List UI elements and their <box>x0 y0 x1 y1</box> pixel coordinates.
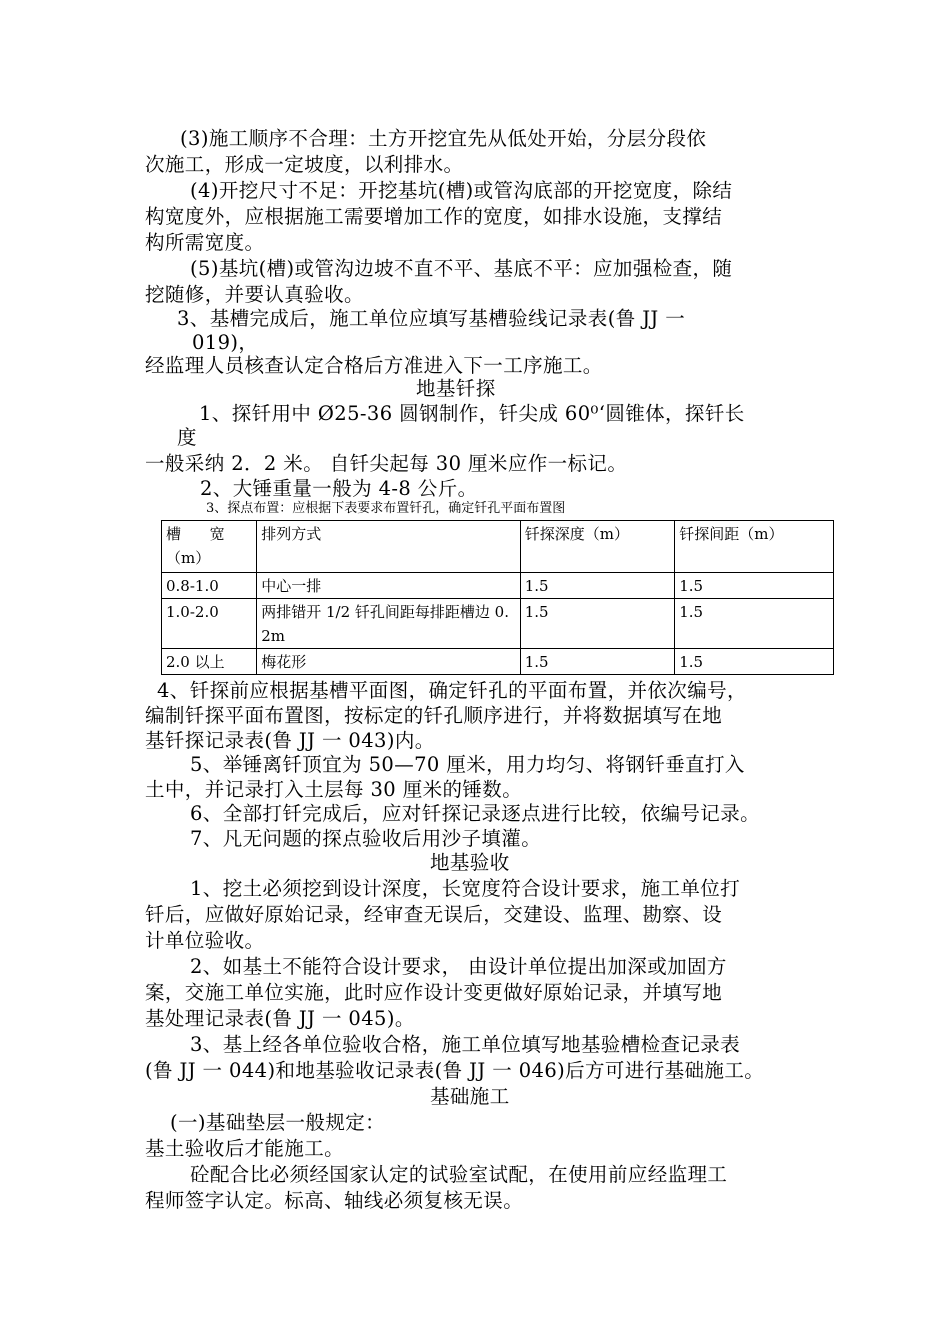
paragraph-line: 基处理记录表(鲁 JJ 一 045)。 <box>145 1007 415 1030</box>
header-width-label: 槽 宽 <box>166 525 225 543</box>
paragraph-line: 2、如基土不能符合设计要求， 由设计单位提出加深或加固方 <box>190 955 727 978</box>
table-cell: 1.5 <box>675 573 834 599</box>
table-caption: 3、探点布置：应根据下表要求布置钎孔，确定钎孔平面布置图 <box>206 501 566 516</box>
paragraph-line: 基土验收后才能施工。 <box>145 1137 345 1160</box>
table-cell: 2.0 以上 <box>162 649 257 675</box>
paragraph-line: 6、全部打钎完成后，应对钎探记录逐点进行比较，依编号记录。 <box>190 802 761 825</box>
paragraph-line: 编制钎探平面布置图，按标定的钎孔顺序进行，并将数据填写在地 <box>145 704 723 727</box>
table-cell: 0.8-1.0 <box>162 573 257 599</box>
paragraph-line: 2、大锤重量一般为 4-8 公斤。 <box>200 477 478 500</box>
paragraph-line: 程师签字认定。标高、轴线必须复核无误。 <box>145 1189 524 1212</box>
paragraph-line: 挖随修，并要认真验收。 <box>145 283 364 306</box>
paragraph-line: 土中，并记录打入土层每 30 厘米的锤数。 <box>145 778 523 801</box>
paragraph-line: 3、基上经各单位验收合格，施工单位填写地基验槽检查记录表 <box>190 1033 741 1056</box>
paragraph-line: 7、凡无问题的探点验收后用沙子填灌。 <box>190 827 542 850</box>
table-cell: 中心一排 <box>257 573 521 599</box>
paragraph-line: 经监理人员核查认定合格后方准进入下一工序施工。 <box>145 354 603 377</box>
paragraph-line: 次施工，形成一定坡度，以利排水。 <box>145 153 464 176</box>
paragraph-line: (4)开挖尺寸不足：开挖基坑(槽)或管沟底部的开挖宽度，除结 <box>190 179 733 202</box>
paragraph-line: 度 <box>177 426 197 449</box>
paragraph-line: (一)基础垫层一般规定： <box>170 1111 386 1134</box>
table-header-cell: 排列方式 <box>257 521 521 573</box>
table-cell: 1.0-2.0 <box>162 599 257 649</box>
table-cell: 1.5 <box>520 573 675 599</box>
paragraph-line: 1、探钎用中 Ø25-36 圆钢制作，钎尖成 60⁰‘圆锥体，探钎长 <box>199 402 745 425</box>
table-cell: 1.5 <box>520 599 675 649</box>
table-header-cell <box>162 521 257 573</box>
paragraph-line: 构所需宽度。 <box>145 231 265 254</box>
paragraph-line: (5)基坑(槽)或管沟边坡不直不平、基底不平：应加强检查，随 <box>190 257 733 280</box>
paragraph-line: 基钎探记录表(鲁 JJ 一 043)内。 <box>145 729 435 752</box>
table-header-cell: 钎探深度（m） <box>520 521 675 573</box>
section-heading: 地基验收 <box>430 851 510 874</box>
paragraph-line: 019)， <box>192 331 259 354</box>
paragraph-line: 4、钎探前应根据基槽平面图，确定钎孔的平面布置，并依次编号， <box>157 679 747 702</box>
table-row <box>162 573 834 599</box>
header-width-unit: （m） <box>166 549 211 567</box>
paragraph-line: 1、挖土必须挖到设计深度，长宽度符合设计要求，施工单位打 <box>190 877 741 900</box>
table-cell: 梅花形 <box>257 649 521 675</box>
paragraph-line: 钎后，应做好原始记录，经审查无误后，交建设、监理、勘察、设 <box>145 903 723 926</box>
paragraph-line: (鲁 JJ 一 044)和地基验收记录表(鲁 JJ 一 046)后方可进行基础施工。 <box>145 1059 765 1082</box>
paragraph-line: 一般采纳 2．2 米。 自钎尖起每 30 厘米应作一标记。 <box>145 452 628 475</box>
table-header-cell: 钎探间距（m） <box>675 521 834 573</box>
section-heading: 地基钎探 <box>416 377 496 400</box>
table-cell: 两排错开 1/2 钎孔间距每排距槽边 0.2m <box>257 599 521 649</box>
section-heading: 基础施工 <box>430 1085 510 1108</box>
probe-layout-table <box>161 520 834 675</box>
paragraph-line: 3、基槽完成后，施工单位应填写基槽验线记录表(鲁 JJ 一 <box>177 307 686 330</box>
paragraph-line: 计单位验收。 <box>145 929 265 952</box>
table-cell: 1.5 <box>675 599 834 649</box>
paragraph-line: 案，交施工单位实施，此时应作设计变更做好原始记录，并填写地 <box>145 981 723 1004</box>
table-row <box>162 649 834 675</box>
paragraph-line: 砼配合比必须经国家认定的试验室试配，在使用前应经监理工 <box>190 1163 728 1186</box>
table-cell: 1.5 <box>520 649 675 675</box>
table-row <box>162 599 834 649</box>
paragraph-line: 构宽度外，应根据施工需要增加工作的宽度，如排水设施，支撑结 <box>145 205 723 228</box>
paragraph-line: (3)施工顺序不合理：土方开挖宜先从低处开始，分层分段依 <box>180 127 707 150</box>
paragraph-line: 5、举锤离钎顶宜为 50—70 厘米，用力均匀、将钢钎垂直打入 <box>190 753 745 776</box>
table-header-row <box>162 521 834 573</box>
table-cell: 1.5 <box>675 649 834 675</box>
